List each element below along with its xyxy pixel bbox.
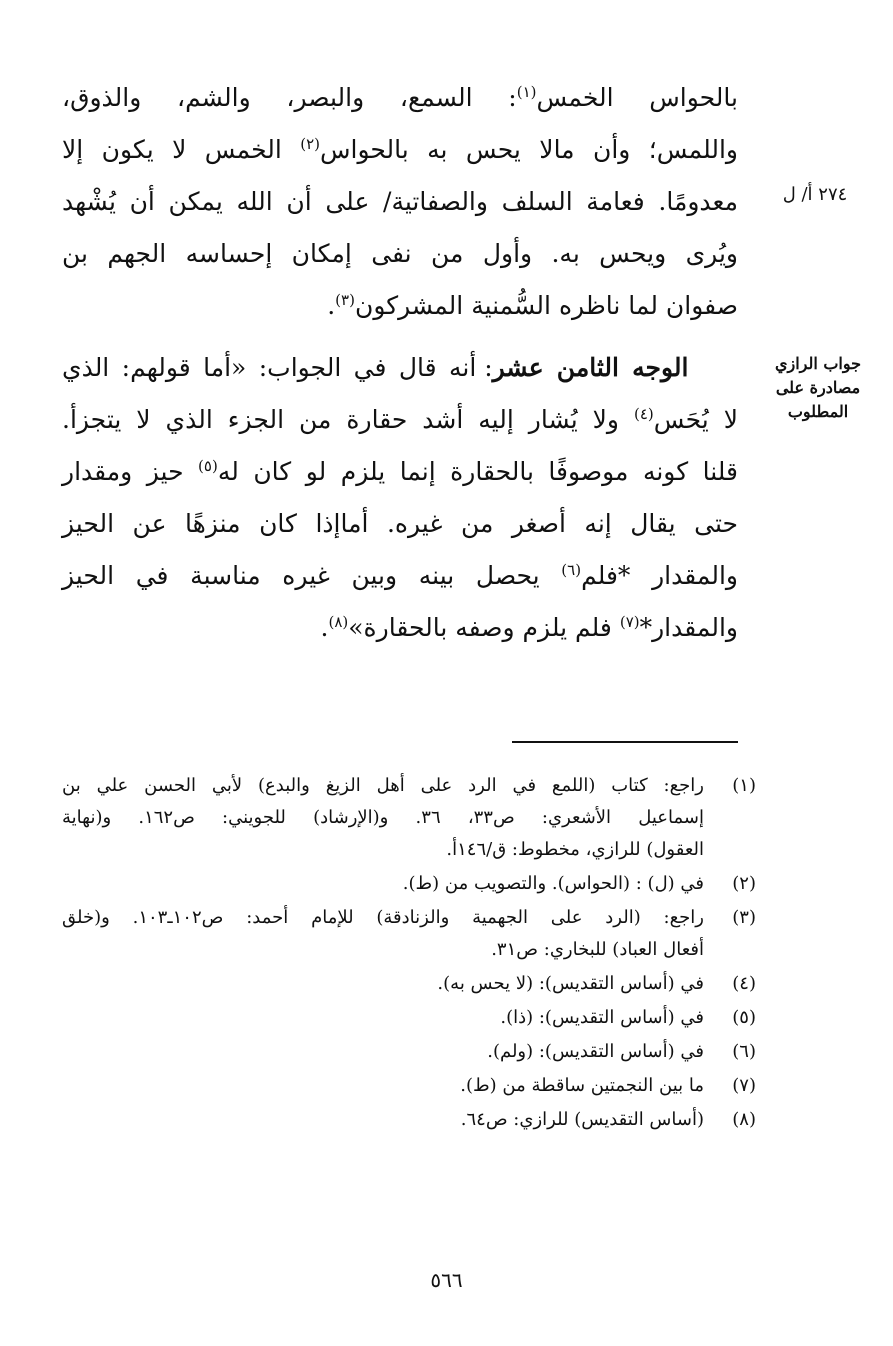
footnote-item (62, 902, 756, 966)
text-run: ولا يُشار إليه أشد حقارة من الجزء الذي لا يتجزأ. (62, 405, 634, 434)
text-run: واللمس؛ وأن مالا يحس به بالحواس (320, 135, 738, 164)
main-body-text (62, 72, 738, 664)
footnote-separator (512, 741, 738, 743)
footnote-ref[interactable]: (٥) (198, 457, 218, 475)
text-line (62, 602, 738, 654)
footnote-text (62, 902, 704, 966)
footnote-number: (٨) (732, 1109, 756, 1130)
footnotes-section (62, 770, 756, 1138)
footnote-ref[interactable]: (٧) (619, 613, 640, 631)
footnote-text (62, 1070, 704, 1102)
footnote-line: ما بين النجمتين ساقطة من (ط). (460, 1075, 704, 1096)
footnote-number: (٦) (732, 1041, 756, 1062)
footnote-line: راجع: كتاب (اللمع في الرد على أهل الزيغ والبدع) لأبي الحسن علي بن (62, 775, 704, 796)
footnote-number: (٥) (732, 1007, 756, 1028)
footnote-item (62, 1070, 756, 1102)
section-heading: الوجه الثامن عشر (492, 353, 689, 382)
page-number: ٥٦٦ (430, 1268, 463, 1292)
text-line (62, 550, 738, 602)
text-line: معدومًا. فعامة السلف والصفاتية/ على أن الله يمكن أن يُشْهد (62, 187, 738, 216)
text-line (62, 394, 738, 446)
footnote-item (62, 1036, 756, 1068)
footnote-line: في (أساس التقديس): (ولم). (487, 1041, 704, 1062)
footnote-line: في (ل) : (الحواس). والتصويب من (ط). (402, 873, 704, 894)
text-run: فلم يلزم وصفه بالحقارة» (348, 613, 620, 642)
footnote-number: (٣) (732, 907, 756, 928)
footnote-item (62, 770, 756, 866)
paragraph-1 (62, 72, 738, 332)
footnote-line: راجع: (الرد على الجهمية والزنادقة) للإمام أحمد: ص١٠٢ـ١٠٣. و(خلق (62, 907, 704, 928)
text-run: والمقدار* (639, 613, 738, 642)
footnote-line: (أساس التقديس) للرازي: ص٦٤. (460, 1109, 704, 1130)
footnote-ref[interactable]: (٦) (561, 561, 582, 579)
footnote-item (62, 968, 756, 1000)
footnote-text (62, 968, 704, 1000)
footnote-number: (٤) (732, 973, 756, 994)
topic-note-line: مصادرة على (775, 378, 861, 397)
text-line: حتى يقال إنه أصغر من غيره. أماإذا كان منزهًا عن الحيز (62, 509, 738, 538)
text-line (62, 446, 738, 498)
footnote-number: (١) (732, 775, 756, 796)
manuscript-folio-note: ٢٧٤ أ/ ل (782, 184, 848, 205)
text-run: . (327, 291, 336, 320)
text-run: صفوان لما ناظره السُّمنية المشركون (354, 291, 738, 320)
footnote-item (62, 1002, 756, 1034)
footnote-text (62, 1002, 704, 1034)
text-run: حيز ومقدار (62, 457, 199, 486)
footnote-line: في (أساس التقديس): (ذا). (500, 1007, 704, 1028)
footnote-line: في (أساس التقديس): (لا يحس به). (437, 973, 704, 994)
footnote-ref[interactable]: (١) (516, 83, 537, 101)
footnote-text (62, 770, 704, 866)
footnote-ref[interactable]: (٣) (335, 291, 355, 309)
text-run: بالحواس الخمس (536, 83, 738, 112)
topic-margin-note (768, 352, 868, 424)
topic-note-line: المطلوب (787, 402, 849, 421)
text-run: يحصل بينه وبين غيره مناسبة في الحيز (62, 561, 562, 590)
text-line (62, 124, 738, 176)
text-run: قلنا كونه موصوفًا بالحقارة إنما يلزم لو كان له (217, 457, 738, 486)
footnote-text (62, 1036, 704, 1068)
footnote-item (62, 1104, 756, 1136)
footnote-text (62, 868, 704, 900)
topic-note-line: جواب الرازي (774, 354, 862, 373)
footnote-ref[interactable]: (٨) (328, 613, 349, 631)
footnote-number: (٧) (732, 1075, 756, 1096)
footnote-text (62, 1104, 704, 1136)
text-run: . (320, 613, 329, 642)
text-run: : السمع، والبصر، والشم، والذوق، (62, 83, 517, 112)
text-line (62, 342, 738, 394)
footnote-item (62, 868, 756, 900)
text-run: الخمس لا يكون إلا (62, 135, 301, 164)
text-line: ويُرى ويحس به. وأول من نفى إمكان إحساسه الجهم بن (62, 239, 738, 268)
text-line (62, 72, 738, 124)
footnote-line: العقول) للرازي، مخطوط: ق/١٤٦أ. (446, 839, 704, 860)
footnote-ref[interactable]: (٢) (300, 135, 320, 153)
footnote-line: أفعال العباد) للبخاري: ص٣١. (491, 939, 704, 960)
footnote-ref[interactable]: (٤) (634, 405, 654, 423)
footnote-number: (٢) (732, 873, 756, 894)
text-run: والمقدار *فلم (581, 561, 738, 590)
text-run: : أنه قال في الجواب: «أما قولهم: الذي (62, 353, 493, 382)
text-run: لا يُحَس (653, 405, 738, 434)
text-line (62, 280, 738, 332)
footnote-line: إسماعيل الأشعري: ص٣٣، ٣٦. و(الإرشاد) للجويني: ص١٦٢. و(نهاية (62, 807, 705, 828)
paragraph-2 (62, 342, 738, 654)
